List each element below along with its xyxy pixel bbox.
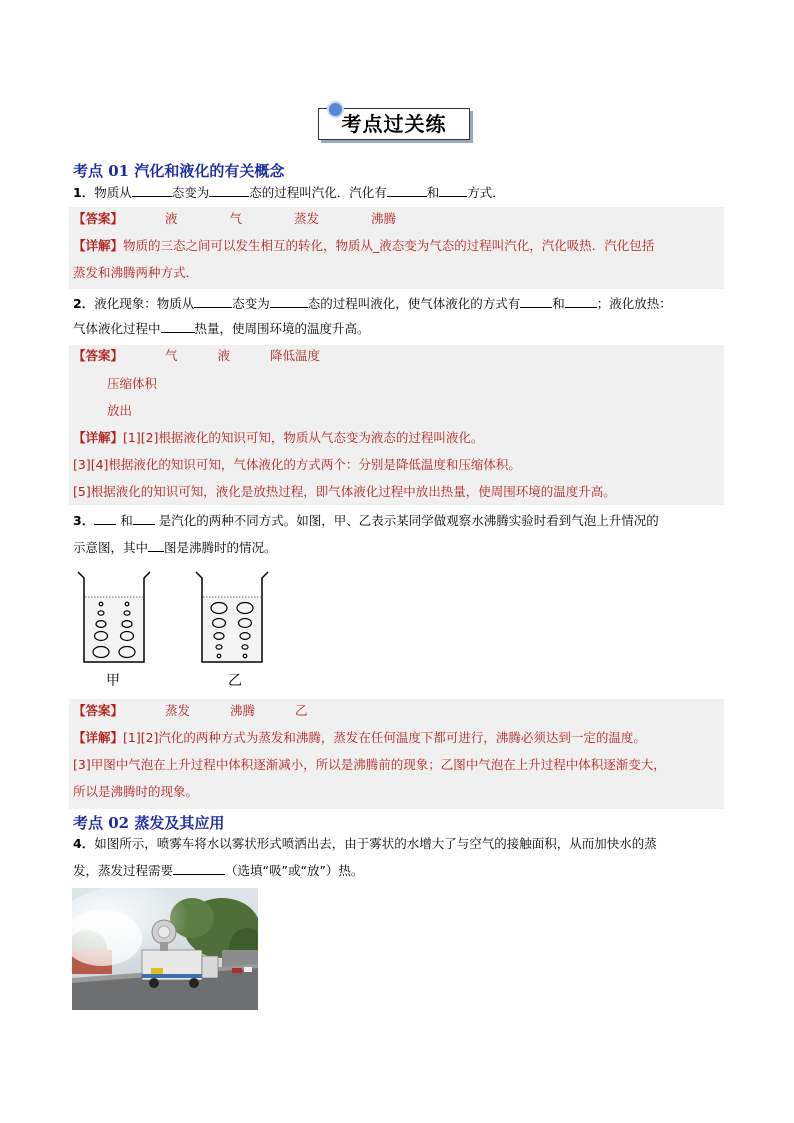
answer-blank[interactable] xyxy=(270,294,308,308)
title-badge xyxy=(318,101,476,143)
detail-row-2c xyxy=(73,483,616,501)
detail-text: 蒸发和沸腾两种方式． xyxy=(73,265,199,280)
answer-item: 气 xyxy=(229,211,243,226)
answer-item: 沸腾 xyxy=(371,211,397,226)
answer-item: 沸腾 xyxy=(230,703,256,718)
spray-truck-photo xyxy=(72,888,258,1010)
answer-blank[interactable] xyxy=(94,511,116,525)
answer-item: 液 xyxy=(217,348,231,363)
answer-blank[interactable] xyxy=(132,183,172,197)
answer-item: 液 xyxy=(165,211,178,226)
beaker-right xyxy=(196,572,268,662)
question-text: 是汽化的两种不同方式。如图，甲、乙表示某同学做观察水沸腾实验时看到气泡上升情况的 xyxy=(158,513,659,528)
answer-blank[interactable] xyxy=(194,294,232,308)
answer-blank[interactable] xyxy=(148,538,164,552)
answer-label: 【答案】 xyxy=(73,348,124,363)
question-2 xyxy=(73,294,672,313)
detail-text: [3]甲图中气泡在上升过程中体积逐渐减小，所以是沸腾前的现象；乙图中气泡在上升过程中体积逐渐变大， xyxy=(73,757,666,772)
question-text: 物质从 xyxy=(94,185,132,200)
question-number: 2． xyxy=(73,296,95,311)
answer-blank[interactable] xyxy=(161,319,195,333)
question-text: 示意图，其中 xyxy=(73,540,149,555)
detail-text: [1][2]汽化的两种方式为蒸发和沸腾，蒸发在任何温度下都可进行，沸腾必须达到一定的温度。 xyxy=(123,730,646,745)
beaker-figure xyxy=(76,570,276,670)
answer-blank[interactable] xyxy=(439,183,467,197)
detail-row-3b xyxy=(73,756,666,774)
answer-label: 【答案】 xyxy=(73,211,124,226)
answer-blank[interactable] xyxy=(565,294,597,308)
answer-blank[interactable] xyxy=(520,294,552,308)
question-text: 图是沸腾时的情况。 xyxy=(164,540,277,555)
question-text: 和 xyxy=(120,513,133,528)
answer-item: 放出 xyxy=(107,403,133,418)
question-text: 方式． xyxy=(467,185,505,200)
detail-text: [3][4]根据液化的知识可知，气体液化的方式两个：分别是降低温度和压缩体积。 xyxy=(73,457,521,472)
question-text: ；液化放热： xyxy=(596,296,672,311)
section-heading-2: 考点 02 蒸发及其应用 xyxy=(73,814,225,832)
question-3 xyxy=(73,511,659,530)
question-2-line2 xyxy=(73,319,370,338)
detail-row-2 xyxy=(73,429,483,447)
answer-panel-2 xyxy=(69,345,724,505)
answer-row-1 xyxy=(73,210,396,228)
question-text: 气体液化过程中 xyxy=(73,321,161,336)
beaker-left xyxy=(78,572,150,662)
question-1 xyxy=(73,183,505,202)
question-text: 态变为 xyxy=(171,185,210,200)
detail-label: 【详解】 xyxy=(73,430,124,445)
figure-label-left: 甲 xyxy=(106,673,120,689)
question-text: 液化现象：物质从 xyxy=(94,296,195,311)
answer-item: 气 xyxy=(165,348,178,363)
answer-row-2b xyxy=(107,375,157,393)
question-text: （选填“吸”或“放”）热。 xyxy=(225,863,364,878)
answer-blank[interactable] xyxy=(387,183,427,197)
answer-item: 乙 xyxy=(295,703,308,718)
question-text: 发，蒸发过程需要 xyxy=(73,863,174,878)
figure-label-right: 乙 xyxy=(228,673,242,689)
question-text: 如图所示，喷雾车将水以雾状形式喷洒出去，由于雾状的水增大了与空气的接触面积，从而加快水的蒸 xyxy=(94,836,657,851)
detail-text: [1][2]根据液化的知识可知，物质从气态变为液态的过程叫液化。 xyxy=(123,430,484,445)
section-heading-1: 考点 01 汽化和液化的有关概念 xyxy=(73,162,285,180)
detail-row-1b xyxy=(73,264,198,282)
answer-item: 降低温度 xyxy=(270,348,321,363)
page-title: 考点过关练 xyxy=(341,112,447,136)
answer-item: 蒸发 xyxy=(294,211,320,226)
question-4 xyxy=(73,835,657,853)
title-dot-icon xyxy=(327,101,344,118)
answer-blank[interactable] xyxy=(209,183,249,197)
answer-label: 【答案】 xyxy=(73,703,124,718)
answer-blank[interactable] xyxy=(133,511,155,525)
question-3-line2 xyxy=(73,538,277,557)
detail-row-1 xyxy=(73,237,654,255)
question-text: 态变为 xyxy=(232,296,270,311)
question-number: 4． xyxy=(73,836,95,851)
question-text: 态的过程叫汽化．汽化有 xyxy=(249,185,387,200)
question-number: 1． xyxy=(73,185,95,200)
answer-item: 蒸发 xyxy=(165,703,191,718)
question-4-line2 xyxy=(73,861,363,880)
answer-row-3 xyxy=(73,702,308,720)
question-text: 态的过程叫液化，使气体液化的方式有 xyxy=(307,296,521,311)
question-text: 和 xyxy=(552,296,565,311)
question-number: 3． xyxy=(73,513,95,528)
answer-blank[interactable] xyxy=(173,861,225,875)
detail-text: [5]根据液化的知识可知，液化是放热过程，即气体液化过程中放出热量，使周围环境的温度升高。 xyxy=(73,484,616,499)
detail-text: 物质的三态之间可以发生相互的转化，物质从_液态变为气态的过程叫汽化，汽化吸热．汽化包括 xyxy=(123,238,655,253)
detail-label: 【详解】 xyxy=(73,238,124,253)
answer-row-2 xyxy=(73,347,320,365)
detail-row-2b xyxy=(73,456,521,474)
question-text: 热量，使周围环境的温度升高。 xyxy=(194,321,370,336)
answer-item: 压缩体积 xyxy=(107,376,158,391)
detail-label: 【详解】 xyxy=(73,730,124,745)
answer-row-2c xyxy=(107,402,132,420)
detail-text: 所以是沸腾时的现象。 xyxy=(73,784,199,799)
question-text: 和 xyxy=(426,185,440,200)
detail-row-3c xyxy=(73,783,198,801)
detail-row-3 xyxy=(73,729,646,747)
